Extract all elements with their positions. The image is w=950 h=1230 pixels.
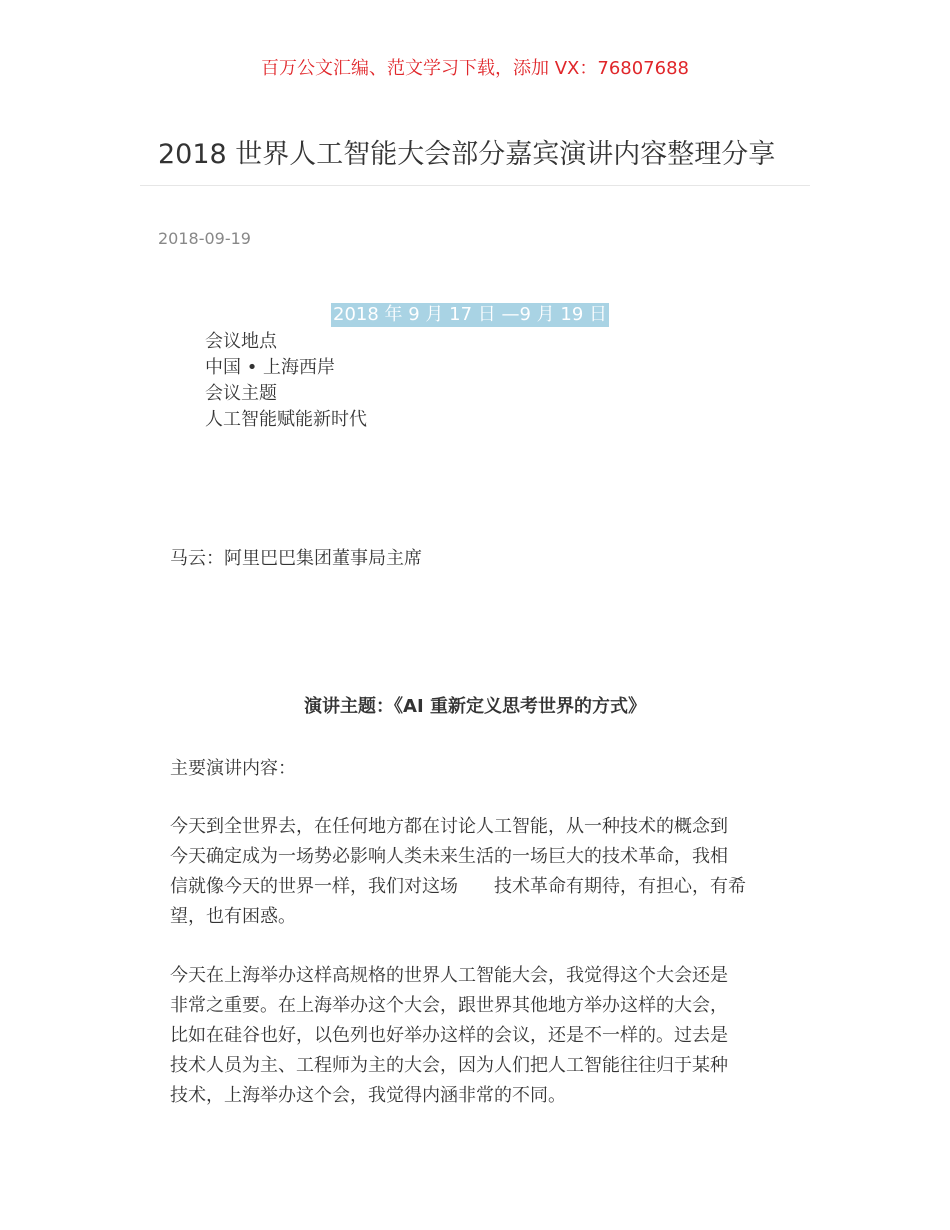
paragraph-line: 今天到全世界去，在任何地方都在讨论人工智能，从一种技术的概念到 [170, 816, 728, 837]
paragraph-line: 今天在上海举办这样高规格的世界人工智能大会，我觉得这个大会还是 [170, 965, 728, 986]
article-title: 2018 世界人工智能大会部分嘉宾演讲内容整理分享 [158, 139, 776, 170]
content-label: 主要演讲内容： [170, 758, 296, 779]
speech-theme: 演讲主题：《AI 重新定义思考世界的方式》 [304, 696, 646, 717]
theme-label: 会议主题 [205, 383, 277, 404]
paragraph-2 [170, 961, 790, 1111]
paragraph-line: 信就像今天的世界一样，我们对这场 技术革命有期待，有担心，有希 [170, 876, 746, 897]
publish-date: 2018-09-19 [158, 229, 251, 248]
event-info [205, 329, 367, 433]
paragraph-line: 技术，上海举办这个会，我觉得内涵非常的不同。 [170, 1085, 566, 1106]
theme-value: 人工智能赋能新时代 [205, 409, 367, 430]
speaker-intro: 马云：阿里巴巴集团董事局主席 [170, 548, 422, 569]
paragraph-line: 今天确定成为一场势必影响人类未来生活的一场巨大的技术革命，我相 [170, 846, 728, 867]
venue-value: 中国 • 上海西岸 [205, 357, 336, 378]
paragraph-line: 非常之重要。在上海举办这个大会，跟世界其他地方举办这样的大会， [170, 995, 728, 1016]
paragraph-line: 技术人员为主、工程师为主的大会，因为人们把人工智能往往归于某种 [170, 1055, 728, 1076]
paragraph-line: 望，也有困惑。 [170, 906, 296, 927]
paragraph-line: 比如在硅谷也好，以色列也好举办这样的会议，还是不一样的。过去是 [170, 1025, 728, 1046]
venue-label: 会议地点 [205, 331, 277, 352]
promo-banner: 百万公文汇编、范文学习下载，添加 VX：76807688 [261, 58, 689, 79]
title-divider [140, 185, 810, 186]
event-dates: 2018 年 9 月 17 日 —9 月 19 日 [333, 304, 608, 325]
paragraph-1 [170, 812, 790, 932]
